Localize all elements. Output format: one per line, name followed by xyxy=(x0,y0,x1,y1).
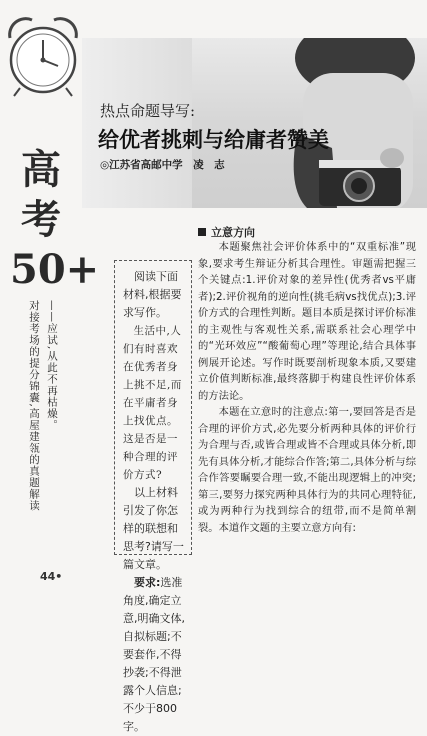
column-logo-char-2: 考 xyxy=(21,196,61,243)
sidebar-slogan-2: 对接考场的提分锦囊,高屋建瓴的真题解读 xyxy=(28,300,40,512)
requirements-text: 选准角度,确定立意,明确文体,自拟标题;不要套作,不得抄袭;不得泄露个人信息;不少于800字。 xyxy=(123,576,185,733)
column-logo xyxy=(10,145,100,295)
article-title: 给优者挑刺与给庸者赞美 xyxy=(98,128,329,152)
person-with-camera-image xyxy=(237,38,427,208)
prompt-instruction: 以上材料引发了你怎样的联想和思考?请写一篇文章。 xyxy=(123,486,184,571)
section-heading-text: 立意方向 xyxy=(211,226,255,239)
prompt-intro: 阅读下面材料,根据要求写作。 xyxy=(123,270,182,319)
prompt-quote: 生活中,人们有时喜欢在优秀者身上挑不足,而在平庸者身上找优点。这是否是一种合理的评价方式? xyxy=(123,325,182,481)
page-number: 44• xyxy=(40,570,63,583)
author-line: ◎江苏省高邮中学 凌 志 xyxy=(100,159,225,171)
column-logo-char-1: 高 xyxy=(21,146,61,193)
prompt-box xyxy=(114,260,192,733)
column-logo-char-3: 50+ xyxy=(10,246,100,293)
sidebar-slogan-1: ——应试,从此不再枯燥。 xyxy=(46,300,58,431)
prompt-requirements xyxy=(123,574,185,736)
article-body xyxy=(198,239,416,536)
requirements-label: 要求: xyxy=(134,576,161,589)
section-heading xyxy=(198,224,255,240)
alarm-clock-icon xyxy=(4,10,82,98)
article-subtitle: 热点命题导写: xyxy=(100,102,196,120)
body-paragraph-1: 本题聚焦社会评价体系中的“双重标准”现象,要求考生辩证分析其合理性。审题需把握三个关键点:1.评价对象的差异性(优秀者vs平庸者);2.评价视角的逆向性(挑毛病vs找优点);3.评价方式的合理性判断。题目本质是探讨评价标准的主观性与客观性关系,需联系社会心理学中的“光环效应”“酸葡萄心理”等理论,结合具体事例展开论述。写作时既要剖析现象本质,又要建立价值判断标准,最终落脚于构建良性评价体系的方法论。 xyxy=(198,241,416,402)
body-paragraph-2: 本题在立意时的注意点:第一,要回答是否是合理的评价方式,必先要分析两种具体的评价行为合理与否,或皆合理或皆不合理或具体分析,即先有具体分析,才能综合作答;第二,具体分析与综合作答要瞩要合理一致,不能出现逻辑上的冲突;第三,要努力探究两种具体行为的共同心理特征,或为两种行为找到综合的纽带,而不是简单割裂。本道作文题的主要立意方向有: xyxy=(198,406,416,534)
header-photo xyxy=(82,38,427,208)
square-bullet-icon xyxy=(198,228,206,236)
